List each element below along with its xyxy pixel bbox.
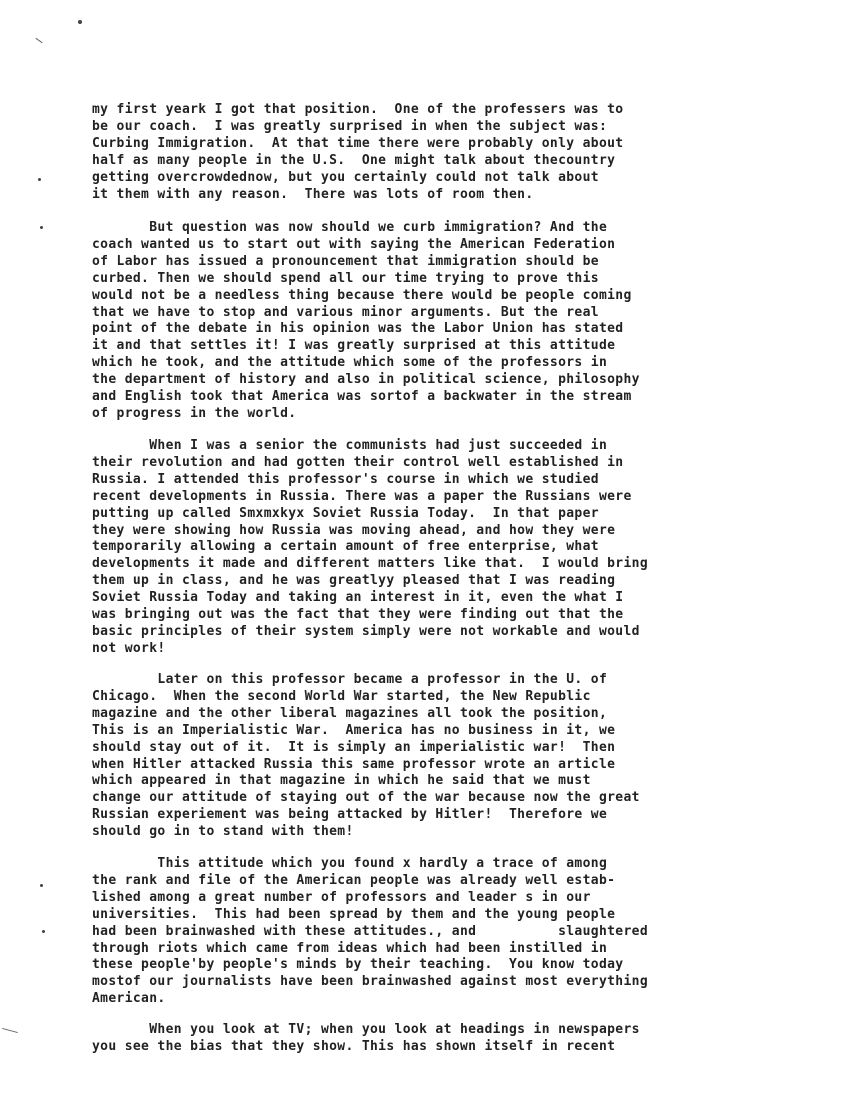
text-line: which he took, and the attitude which some of the professors in bbox=[92, 355, 608, 371]
page-speck bbox=[40, 226, 43, 229]
page-scratch bbox=[35, 38, 42, 43]
page-speck bbox=[38, 178, 41, 181]
text-line: they were showing how Russia was moving ahead, and how they were bbox=[92, 522, 616, 538]
text-line: This attitude which you found x hardly a trace of among bbox=[92, 856, 608, 871]
text-line: Russian experiement was being attacked by Hitler! Therefore we bbox=[92, 807, 608, 823]
text-line: lished among a great number of professors and leader s in our bbox=[92, 889, 591, 905]
text-line: change our attitude of staying out of the war because now the great bbox=[92, 790, 640, 806]
text-line: When you look at TV; when you look at headings in newspapers bbox=[92, 1022, 640, 1037]
text-line: you see the bias that they show. This has shown itself in recent bbox=[92, 1038, 616, 1054]
text-line: developments it made and different matters like that. I would bring bbox=[92, 556, 649, 572]
text-line: temporarily allowing a certain amount of free enterprise, what bbox=[92, 539, 599, 555]
text-line: them up in class, and he was greatlyy pleased that I was reading bbox=[92, 573, 616, 589]
text-line: through riots which came from ideas which had been instilled in bbox=[92, 940, 608, 956]
text-line: their revolution and had gotten their control well established in bbox=[92, 454, 624, 470]
text-line: Chicago. When the second World War started, the New Republic bbox=[92, 688, 591, 704]
text-line: Curbing Immigration. At that time there were probably only about bbox=[92, 135, 624, 151]
page-scratch bbox=[2, 1028, 18, 1033]
text-line: universities. This had been spread by them and the young people bbox=[92, 906, 616, 922]
text-line: and English took that America was sortof a backwater in the stream bbox=[92, 389, 632, 404]
text-line: Soviet Russia Today and taking an interest in it, even the what I bbox=[92, 590, 624, 606]
text-line: Later on this professor became a professor in the U. of bbox=[92, 672, 608, 687]
text-line: of progress in the world. bbox=[92, 405, 297, 421]
text-line: be our coach. I was greatly surprised in when the subject was: bbox=[92, 118, 608, 134]
text-line: putting up called Smxmxkyx Soviet Russia Today. In that paper bbox=[92, 505, 599, 521]
text-line: the department of history and also in political science, philosophy bbox=[92, 372, 640, 388]
text-line: was bringing out was the fact that they were finding out that the bbox=[92, 607, 624, 622]
text-line: basic principles of their system simply were not workable and would bbox=[92, 623, 640, 639]
text-line: the rank and file of the American people was already well estab- bbox=[92, 872, 616, 888]
text-line: coach wanted us to start out with saying the American Federation bbox=[92, 236, 616, 252]
text-line: of Labor has issued a pronouncement that immigration should be bbox=[92, 253, 599, 269]
text-line: curbed. Then we should spend all our time trying to prove this bbox=[92, 270, 599, 286]
text-line: these people'by people's minds by their teaching. You know today bbox=[92, 957, 624, 973]
text-line: mostof our journalists have been brainwashed against most everything bbox=[92, 974, 649, 990]
text-line: should stay out of it. It is simply an imperialistic war! Then bbox=[92, 739, 616, 755]
text-line: Russia. I attended this professor's course in which we studied bbox=[92, 471, 599, 487]
text-line: my first yeark I got that position. One of the professers was to bbox=[92, 102, 624, 117]
text-line: recent developments in Russia. There was a paper the Russians were bbox=[92, 488, 632, 504]
page-speck bbox=[42, 930, 45, 933]
text-line: it them with any reason. There was lots of room then. bbox=[92, 186, 534, 202]
text-line: point of the debate in his opinion was the Labor Union has stated bbox=[92, 321, 624, 337]
page-speck bbox=[40, 884, 43, 887]
page-speck bbox=[78, 20, 82, 24]
text-line: getting overcrowdednow, but you certainly could not talk about bbox=[92, 169, 599, 185]
text-line: would not be a needless thing because there would be people coming bbox=[92, 287, 632, 303]
text-line: should go in to stand with them! bbox=[92, 824, 354, 840]
text-line: which appeared in that magazine in which he said that we must bbox=[92, 773, 591, 789]
text-line: not work! bbox=[92, 640, 166, 656]
text-line: American. bbox=[92, 991, 166, 1007]
text-line: it and that settles it! I was greatly surprised at this attitude bbox=[92, 338, 616, 354]
text-line: magazine and the other liberal magazines all took the position, bbox=[92, 705, 608, 721]
text-line: When I was a senior the communists had just succeeded in bbox=[92, 438, 608, 453]
text-line: that we have to stop and various minor arguments. But the real bbox=[92, 304, 599, 320]
text-line: had been brainwashed with these attitudes., and slaughtered bbox=[92, 923, 649, 939]
text-line: half as many people in the U.S. One might talk about thecountry bbox=[92, 152, 616, 168]
text-line: But question was now should we curb immigration? And the bbox=[92, 220, 608, 235]
text-line: when Hitler attacked Russia this same professor wrote an article bbox=[92, 756, 616, 772]
text-line: This is an Imperialistic War. America has no business in it, we bbox=[92, 722, 616, 738]
